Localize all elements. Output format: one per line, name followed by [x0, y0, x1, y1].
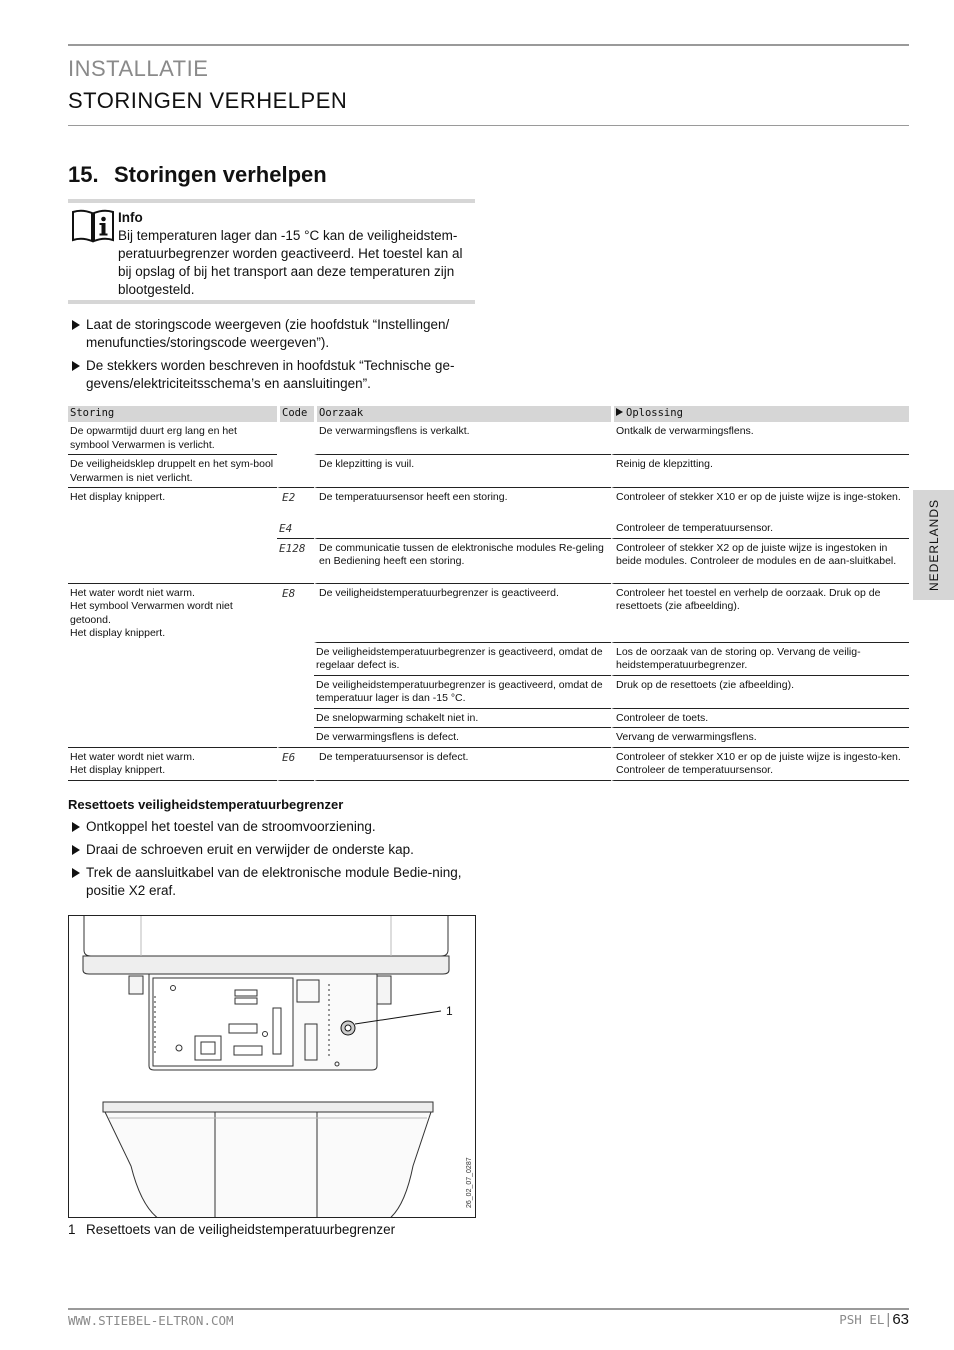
- cell-storing: Het water wordt niet warm. Het display knippert.: [68, 748, 277, 781]
- chapter-title: Storingen verhelpen: [114, 162, 327, 187]
- cell-oplossing: Controleer of stekker X10 er op de juiste wijze is ingesto-ken. Controleer de temperatuursensor.: [611, 748, 909, 781]
- header-section: INSTALLATIE: [68, 56, 209, 81]
- col-header-storing: Storing: [68, 406, 277, 422]
- cell-oorzaak: De snelopwarming schakelt niet in.: [314, 709, 611, 729]
- cell-code: E6: [277, 748, 314, 781]
- book-info-icon: [70, 208, 116, 244]
- cell-oplossing: Controleer de toets.: [611, 709, 909, 729]
- footer-url: WWW.STIEBEL-ELTRON.COM: [68, 1313, 234, 1328]
- info-box-top-bar: [68, 199, 475, 203]
- cell-code: E4: [277, 519, 314, 539]
- instruction-item: Laat de storingscode weergeven (zie hoofdstuk “Instellingen/ menufuncties/storingscode weergeven”).: [68, 316, 478, 352]
- reset-step-list: [68, 818, 468, 905]
- cell-oplossing: Druk op de resettoets (zie afbeelding).: [611, 676, 909, 709]
- reset-button-figure: [68, 915, 476, 1218]
- instruction-list: [68, 316, 478, 398]
- col-header-oplossing-cell: [611, 406, 909, 422]
- cell-oorzaak: De communicatie tussen de elektronische modules Re-geling en Bediening heeft een storing.: [314, 539, 611, 584]
- arrow-right-icon: [616, 408, 623, 416]
- cell-oplossing: Reinig de klepzitting.: [611, 455, 909, 488]
- caption-text: Resettoets van de veiligheidstemperatuurbegrenzer: [86, 1222, 396, 1237]
- instruction-item: De stekkers worden beschreven in hoofdstuk “Technische ge-gevens/elektriciteitsschema’s en aansluitingen”.: [68, 357, 478, 393]
- chapter-number: 15.: [68, 162, 99, 187]
- cell-oorzaak: De temperatuursensor heeft een storing.: [314, 488, 611, 539]
- table-row: [68, 422, 909, 455]
- cell-storing: De opwarmtijd duurt erg lang en het symbool Verwarmen is verlicht.: [68, 422, 277, 455]
- table-row: [68, 488, 909, 519]
- reset-step: Trek de aansluitkabel van de elektronische module Bedie-ning, positie X2 eraf.: [68, 864, 468, 900]
- cell-oplossing: Controleer de temperatuursensor.: [611, 519, 909, 539]
- cell-code: E2: [277, 488, 314, 519]
- footer-separator: |: [886, 1311, 891, 1328]
- table-row: [68, 584, 909, 643]
- table-row: [68, 748, 909, 781]
- cell-storing: De veiligheidsklep druppelt en het sym-bool Verwarmen is niet verlicht.: [68, 455, 277, 488]
- cell-oorzaak: De veiligheidstemperatuurbegrenzer is geactiveerd.: [314, 584, 611, 643]
- device-illustration: [69, 916, 476, 1218]
- col-header-oorzaak: Oorzaak: [314, 406, 611, 422]
- cell-oplossing: Controleer of stekker X2 op de juiste wijze is ingestoken in beide modules. Controleer de modules en de aan-sluitkabel.: [611, 539, 909, 584]
- col-header-oplossing: Oplossing: [626, 407, 683, 420]
- footer-rule: [68, 1308, 909, 1310]
- cell-code: [277, 422, 314, 455]
- cell-oorzaak: De veiligheidstemperatuurbegrenzer is geactiveerd, omdat de regelaar defect is.: [314, 643, 611, 676]
- language-tab: [913, 490, 954, 600]
- fault-table: [68, 406, 909, 781]
- reset-step: Draai de schroeven eruit en verwijder de onderste kap.: [68, 841, 468, 859]
- cell-code: E8: [277, 584, 314, 748]
- figure-code: 26_02_07_0287: [466, 1157, 473, 1208]
- cell-oorzaak: De veiligheidstemperatuurbegrenzer is geactiveerd, omdat de temperatuur lager is dan -15 °C.: [314, 676, 611, 709]
- page-number: 63: [892, 1311, 909, 1328]
- reset-subheading: Resettoets veiligheidstemperatuurbegrenzer: [68, 797, 344, 812]
- info-box-bottom-bar: [68, 300, 475, 304]
- table-row: [68, 455, 909, 488]
- header-top-rule: [68, 44, 909, 46]
- footer-page-info: [839, 1311, 909, 1328]
- language-label: NEDERLANDS: [926, 498, 941, 592]
- reset-step: Ontkoppel het toestel van de stroomvoorziening.: [68, 818, 468, 836]
- figure-caption: [68, 1222, 395, 1237]
- table-header-row: [68, 406, 909, 422]
- cell-code: [277, 455, 314, 488]
- cell-oplossing: Controleer het toestel en verhelp de oorzaak. Druk op de resettoets (zie afbeelding).: [611, 584, 909, 643]
- cell-code: E128: [277, 539, 314, 584]
- cell-storing: Het display knippert.: [68, 488, 277, 584]
- cell-oplossing: Controleer of stekker X10 er op de juiste wijze is inge-stoken.: [611, 488, 909, 519]
- figure-callout-number: 1: [446, 1004, 453, 1018]
- chapter-heading: [68, 162, 327, 188]
- header-bottom-rule: [68, 125, 909, 126]
- caption-number: 1: [68, 1222, 76, 1237]
- info-text: Bij temperaturen lager dan -15 °C kan de veiligheidstem-peratuurbegrenzer worden geactiveerd. Het toestel kan al bij opslag of bij het transport aan deze temperaturen zijn blootgesteld.: [118, 228, 463, 297]
- info-title: Info: [118, 210, 143, 225]
- cell-oplossing: Vervang de verwarmingsflens.: [611, 728, 909, 748]
- footer-doc-name: PSH EL: [839, 1312, 885, 1327]
- cell-storing: Het water wordt niet warm. Het symbool Verwarmen wordt niet getoond. Het display knippert.: [68, 584, 277, 748]
- cell-oorzaak: De temperatuursensor is defect.: [314, 748, 611, 781]
- header-subsection: STORINGEN VERHELPEN: [68, 88, 348, 113]
- cell-oorzaak: De verwarmingsflens is verkalkt.: [314, 422, 611, 455]
- cell-oorzaak: De verwarmingsflens is defect.: [314, 728, 611, 748]
- cell-oplossing: Los de oorzaak van de storing op. Vervang de veilig-heidstemperatuurbegrenzer.: [611, 643, 909, 676]
- cell-oplossing: Ontkalk de verwarmingsflens.: [611, 422, 909, 455]
- col-header-code: Code: [277, 406, 314, 422]
- cell-oorzaak: De klepzitting is vuil.: [314, 455, 611, 488]
